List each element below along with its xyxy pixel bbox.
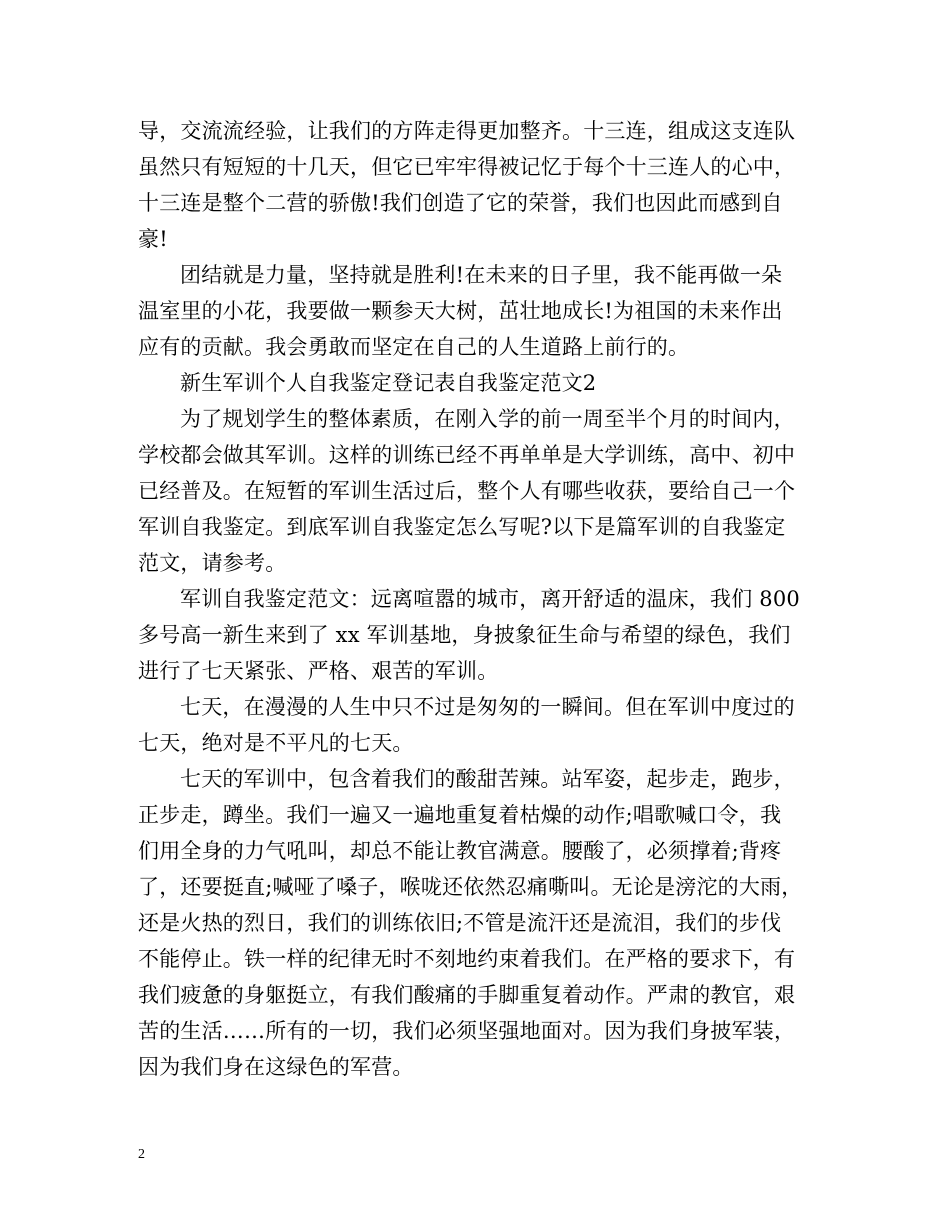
text-line: 豪! xyxy=(138,227,168,251)
text-line: 们用全身的力气吼叫，却总不能让教官满意。腰酸了，必须撑着;背疼 xyxy=(138,839,782,863)
text-line: 温室里的小花，我要做一颗参天大树，茁壮地成长!为祖国的未来作出 xyxy=(138,299,783,323)
text-line: 团结就是力量，坚持就是胜利!在未来的日子里，我不能再做一朵 xyxy=(180,263,783,287)
text-line: 七天的军训中，包含着我们的酸甜苦辣。站军姿，起步走，跑步， xyxy=(180,767,795,791)
text-line: 导，交流流经验，让我们的方阵走得更加整齐。十三连，组成这支连队 xyxy=(138,119,796,143)
text-line: 为了规划学生的整体素质，在刚入学的前一周至半个月的时间内， xyxy=(180,407,795,431)
text-line: 多号高一新生来到了 xx 军训基地，身披象征生命与希望的绿色，我们 xyxy=(138,623,791,647)
text-line: 七天，在漫漫的人生中只不过是匆匆的一瞬间。但在军训中度过的 xyxy=(180,695,795,719)
text-line: 正步走，蹲坐。我们一遍又一遍地重复着枯燥的动作;唱歌喊口令，我 xyxy=(138,803,782,827)
text-line: 因为我们身在这绿色的军营。 xyxy=(138,1055,414,1079)
text-line: 军训自我鉴定范文：远离喧嚣的城市，离开舒适的温床，我们 800 xyxy=(180,587,800,611)
text-line: 我们疲惫的身躯挺立，有我们酸痛的手脚重复着动作。严肃的教官，艰 xyxy=(138,983,796,1007)
text-line: 学校都会做其军训。这样的训练已经不再单单是大学训练，高中、初中 xyxy=(138,443,796,467)
text-line: 进行了七天紧张、严格、艰苦的军训。 xyxy=(138,659,499,683)
text-line: 七天，绝对是不平凡的七天。 xyxy=(138,731,414,755)
text-line: 军训自我鉴定。到底军训自我鉴定怎么写呢?以下是篇军训的自我鉴定 xyxy=(138,515,786,539)
section-heading: 新生军训个人自我鉴定登记表自我鉴定范文2 xyxy=(180,371,597,395)
page-number: 2 xyxy=(138,1147,145,1162)
text-line: 苦的生活……所有的一切，我们必须坚强地面对。因为我们身披军装， xyxy=(138,1019,796,1043)
text-line: 虽然只有短短的十几天，但它已牢牢得被记忆于每个十三连人的心中， xyxy=(138,155,796,179)
text-line: 不能停止。铁一样的纪律无时不刻地约束着我们。在严格的要求下，有 xyxy=(138,947,796,971)
text-line: 应有的贡献。我会勇敢而坚定在自己的人生道路上前行的。 xyxy=(138,335,690,359)
text-line: 范文，请参考。 xyxy=(138,551,287,575)
text-line: 了，还要挺直;喊哑了嗓子，喉咙还依然忍痛嘶叫。无论是滂沱的大雨， xyxy=(138,875,803,899)
text-line: 已经普及。在短暂的军训生活过后，整个人有哪些收获，要给自己一个 xyxy=(138,479,796,503)
text-line: 十三连是整个二营的骄傲!我们创造了它的荣誉，我们也因此而感到自 xyxy=(138,191,783,215)
text-line: 还是火热的烈日，我们的训练依旧;不管是流汗还是流泪，我们的步伐 xyxy=(138,911,782,935)
